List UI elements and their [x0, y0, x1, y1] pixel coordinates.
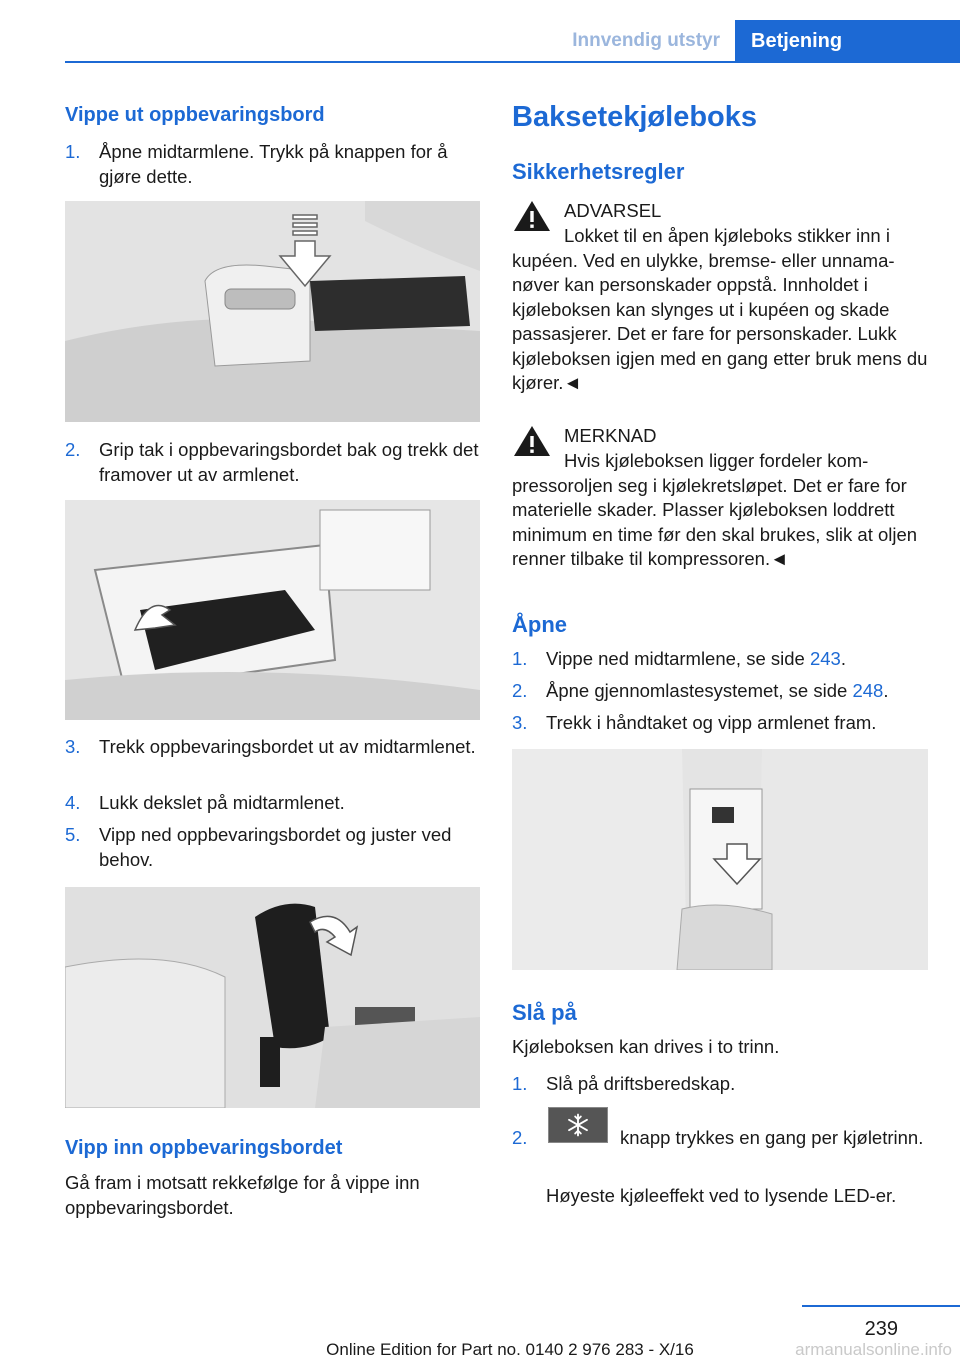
heading-vipp-inn: Vipp inn oppbevaringsbordet [65, 1137, 343, 1159]
step-text-end: . [840, 648, 846, 669]
step-2 [65, 437, 480, 487]
step-extra-text: Høyeste kjøleeffekt ved to lysende LED-er. [546, 1185, 897, 1206]
warning-advarsel [512, 198, 928, 408]
step-text-end: . [883, 680, 889, 701]
step-number: 5. [65, 824, 81, 845]
step-number: 2. [512, 680, 528, 701]
step-number: 3. [512, 712, 528, 733]
photo-rear-armrest [512, 749, 928, 970]
page-link-248[interactable]: 248 [852, 680, 884, 701]
notice-text: Hvis kjøleboksen ligger fordeler kompressoroljen seg i kjølekretsløpet. Det er fare for materielle skader. Plasser kjøleboksen loddrett minimum en time før den skal brukes, slik at oljen renner tilbake til kompressoren.◄ [512, 450, 918, 569]
paragraph-sla-pa: Kjøleboksen kan drives i to trinn. [512, 1036, 780, 1057]
step-text: Vipp ned oppbevaringsbordet og juster ved behov. [99, 824, 452, 870]
heading-apne: Åpne [512, 612, 567, 637]
photo-adjust-table [65, 887, 480, 1108]
on-step-1 [512, 1071, 928, 1097]
footer-rule [802, 1305, 960, 1307]
heading-sla-pa: Slå på [512, 1000, 577, 1025]
paragraph-vipp-inn: Gå fram i motsatt rekkefølge for å vippe inn oppbevaringsbordet. [65, 1172, 420, 1218]
notice-title: MERKNAD [564, 425, 657, 446]
step-1 [65, 139, 480, 189]
step-text: Trekk i håndtaket og vipp armlenet fram. [546, 712, 877, 733]
header-rule [65, 61, 960, 63]
step-text-part: Vippe ned midtarmlene, se side [546, 648, 810, 669]
step-text-part: Åpne gjennomlastesystemet, se side [546, 680, 853, 701]
step-text: Grip tak i oppbevaringsbordet bak og trekk det framover ut av armlenet. [99, 439, 479, 485]
edition-note: Online Edition for Part no. 0140 2 976 283 - X/16 [326, 1340, 694, 1359]
title-baksetekjoleboks: Baksetekjøleboks [512, 101, 758, 133]
step-text [546, 646, 928, 671]
open-step-1 [512, 646, 928, 672]
photo-pull-table [65, 500, 480, 720]
page-link-243[interactable]: 243 [809, 648, 841, 669]
step-number: 2. [65, 439, 81, 460]
step-4 [65, 790, 480, 816]
step-number: 1. [512, 648, 528, 669]
chapter-tab: Betjening [735, 20, 960, 62]
step-text: Trekk oppbevaringsbordet ut av midtarmlenet. [99, 736, 476, 757]
warning-merknad [512, 423, 928, 588]
step-text: Åpne midtarmlene. Trykk på knappen for å gjøre dette. [99, 141, 448, 187]
on-step-2 [512, 1107, 928, 1207]
heading-vippe-ut: Vippe ut oppbevaringsbord [65, 104, 325, 126]
open-step-3 [512, 710, 928, 736]
warning-text: Lokket til en åpen kjøleboks stikker inn i kupéen. Ved en ulykke, bremse- eller unnamanøver kan personskader oppstå. Innholdet i kjøleboksen kan slynges ut i kupéen og skade passasjerer. Det er fare for personskader. Lukk kjøleboksen igjen med en gang etter bruk mens du kjører.◄ [512, 225, 928, 393]
step-3 [65, 734, 480, 784]
page-number: 239 [864, 1318, 898, 1340]
step-text: Lukk dekslet på midtarmlenet. [99, 792, 345, 813]
step-number: 1. [512, 1073, 528, 1094]
step-number: 2. [512, 1127, 528, 1148]
step-5 [65, 822, 480, 872]
section-label: Innvendig utstyr [572, 30, 720, 51]
step-number: 4. [65, 792, 81, 813]
step-text [546, 678, 928, 703]
step-text: Slå på driftsberedskap. [546, 1073, 736, 1094]
photo-armrest-button [65, 201, 480, 422]
step-number: 3. [65, 736, 81, 757]
heading-sikkerhetsregler: Sikkerhetsregler [512, 159, 685, 184]
warning-title: ADVARSEL [564, 200, 662, 221]
page-header [0, 0, 960, 62]
watermark: armanualsonline.info [795, 1340, 952, 1359]
step-number: 1. [65, 141, 81, 162]
step-text: knapp trykkes en gang per kjøletrinn. [620, 1127, 924, 1148]
open-step-2 [512, 678, 928, 704]
